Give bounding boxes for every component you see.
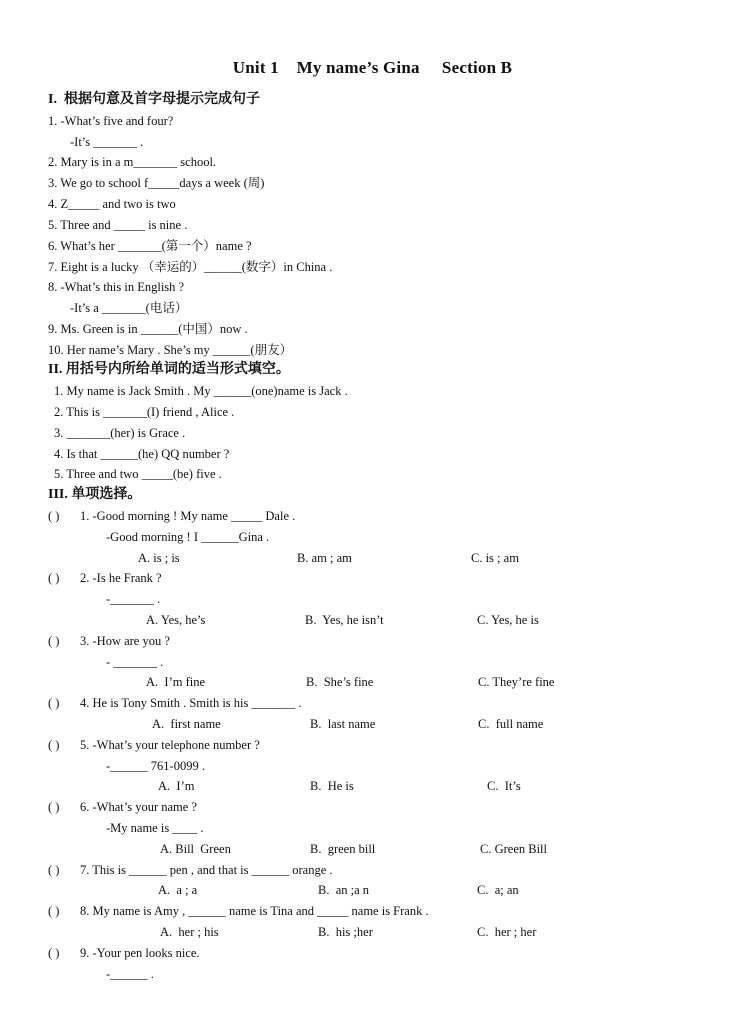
page-title: Unit 1 My name’s Gina Section B [232, 58, 513, 77]
option-b: B. He is [310, 779, 354, 793]
sec1-line: 3. We go to school f_____days a week (周) [48, 176, 265, 190]
option-c: C. her ; her [477, 925, 537, 939]
sec2-line: 4. Is that ______(he) QQ number ? [54, 447, 230, 461]
mc-options [0, 776, 745, 796]
mc-question [0, 735, 745, 755]
sec2-line: 2. This is _______(I) friend , Alice . [54, 405, 235, 419]
mc-question-line2 [0, 964, 745, 984]
question-text-line2: -My name is ____ . [106, 821, 204, 835]
answer-blank[interactable]: ( ) [48, 571, 60, 585]
sec2-line: 5. Three and two _____(be) five . [54, 467, 222, 481]
option-b: B. She’s fine [306, 675, 374, 689]
answer-blank[interactable]: ( ) [48, 509, 60, 523]
option-b: B. last name [310, 717, 376, 731]
option-a: A. is ; is [138, 551, 180, 565]
question-text: 3. -How are you ? [80, 634, 170, 648]
option-a: A. a ; a [158, 883, 198, 897]
mc-question [0, 860, 745, 880]
question-text: 9. -Your pen looks nice. [80, 946, 200, 960]
option-b: B. Yes, he isn’t [305, 613, 384, 627]
answer-blank[interactable]: ( ) [48, 946, 60, 960]
mc-options [0, 922, 745, 942]
mc-question [0, 901, 745, 921]
sec1-line: -It’s a _______(电话） [70, 301, 188, 315]
question-text-line2: -Good morning ! I ______Gina . [106, 530, 270, 544]
question-text: 2. -Is he Frank ? [80, 571, 162, 585]
option-a: A. first name [152, 717, 221, 731]
sec1-line: 10. Her name’s Mary . She’s my ______(朋友） [48, 343, 293, 357]
option-a: A. Yes, he’s [146, 613, 206, 627]
sec2-line: 3. _______(her) is Grace . [54, 426, 186, 440]
section-3-heading: III. 单项选择。 [48, 487, 142, 502]
mc-options [0, 610, 745, 630]
mc-question [0, 797, 745, 817]
answer-blank[interactable]: ( ) [48, 634, 60, 648]
option-a: A. I’m fine [146, 675, 206, 689]
mc-question-line2 [0, 527, 745, 547]
answer-blank[interactable]: ( ) [48, 800, 60, 814]
mc-question [0, 568, 745, 588]
mc-options [0, 672, 745, 692]
option-b: B. green bill [310, 842, 376, 856]
mc-question-line2 [0, 589, 745, 609]
question-text-line2: -_______ . [106, 592, 161, 606]
option-b: B. am ; am [297, 551, 352, 565]
sec1-line: 9. Ms. Green is in ______(中国）now . [48, 322, 248, 336]
sec1-line: 5. Three and _____ is nine . [48, 218, 188, 232]
option-c: C. full name [478, 717, 544, 731]
option-c: C. Green Bill [480, 842, 548, 856]
answer-blank[interactable]: ( ) [48, 904, 60, 918]
option-a: A. Bill Green [160, 842, 231, 856]
question-text-line2: -______ 761-0099 . [106, 759, 205, 773]
mc-question [0, 943, 745, 963]
section-2-heading: II. 用括号内所给单词的适当形式填空。 [48, 362, 290, 377]
mc-question-line2 [0, 818, 745, 838]
option-c: C. They’re fine [478, 675, 555, 689]
question-text: 5. -What’s your telephone number ? [80, 738, 260, 752]
option-b: B. his ;her [318, 925, 373, 939]
answer-blank[interactable]: ( ) [48, 696, 60, 710]
option-c: C. is ; am [471, 551, 519, 565]
mc-options [0, 548, 745, 568]
sec1-line: 6. What’s her _______(第一个）name ? [48, 239, 252, 253]
question-text: 1. -Good morning ! My name _____ Dale . [80, 509, 296, 523]
sec1-line: 7. Eight is a lucky （幸运的）______(数字）in China . [48, 260, 333, 274]
question-text: 4. He is Tony Smith . Smith is his _______ . [80, 696, 302, 710]
mc-question-line2 [0, 756, 745, 776]
option-c: C. Yes, he is [477, 613, 539, 627]
question-text-line2: -______ . [106, 967, 154, 981]
sec1-line: 8. -What’s this in English ? [48, 280, 185, 294]
sec1-line: 2. Mary is in a m_______ school. [48, 155, 217, 169]
mc-question-line2 [0, 652, 745, 672]
answer-blank[interactable]: ( ) [48, 738, 60, 752]
question-text: 6. -What’s your name ? [80, 800, 197, 814]
mc-question [0, 693, 745, 713]
sec2-line: 1. My name is Jack Smith . My ______(one)name is Jack . [54, 384, 348, 398]
mc-question [0, 506, 745, 526]
sec1-line: -It’s _______ . [70, 135, 144, 149]
answer-blank[interactable]: ( ) [48, 863, 60, 877]
section-1-heading: I. 根据句意及首字母提示完成句子 [48, 92, 260, 107]
option-a: A. her ; his [160, 925, 219, 939]
mc-options [0, 880, 745, 900]
mc-options [0, 714, 745, 734]
mc-question [0, 631, 745, 651]
option-b: B. an ;a n [318, 883, 370, 897]
option-a: A. I’m [158, 779, 195, 793]
question-text: 8. My name is Amy , ______ name is Tina and _____ name is Frank . [80, 904, 429, 918]
option-c: C. a; an [477, 883, 519, 897]
question-text: 7. This is ______ pen , and that is ______ orange . [80, 863, 333, 877]
sec1-line: 1. -What’s five and four? [48, 114, 174, 128]
option-c: C. It’s [487, 779, 521, 793]
question-text-line2: - _______ . [106, 655, 164, 669]
sec1-line: 4. Z_____ and two is two [48, 197, 176, 211]
mc-options [0, 839, 745, 859]
